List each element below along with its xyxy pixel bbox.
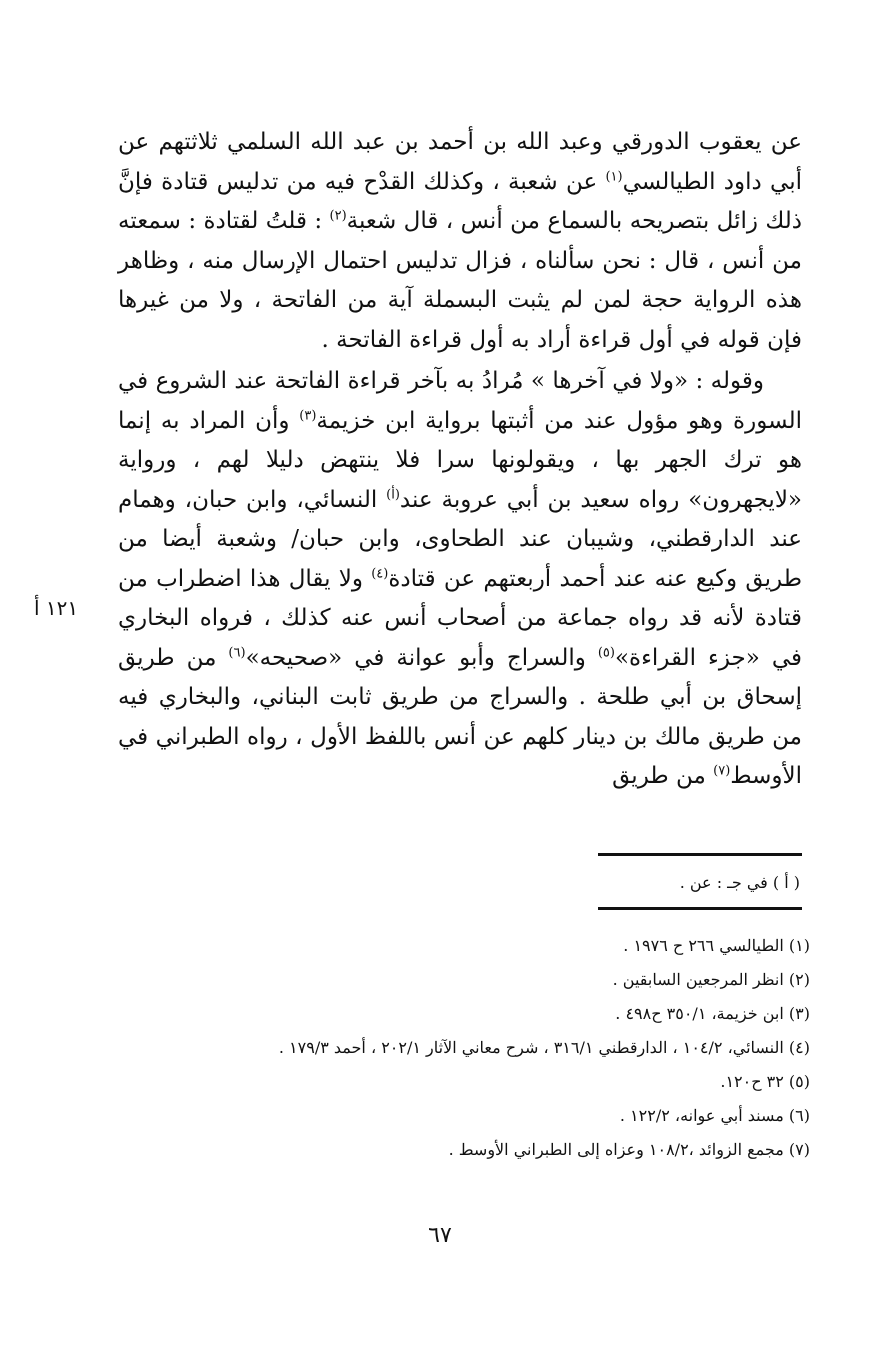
text-run: من طريق — [612, 763, 714, 789]
footnote-divider — [598, 853, 802, 856]
footnote-ref-6: (٦) — [228, 644, 246, 660]
footnote-ref-a: (أ) — [386, 486, 400, 502]
text-run: وأن المراد به إنما هو ترك الجهر بها ، ويقولونها سرا فلا ينتهض دليلا لهم ، ورواية «لايجهرون» رواه سعيد بن أبي عروبة عند — [118, 407, 803, 513]
footnote-ref-4: (٤) — [371, 565, 389, 581]
footnote-ref-3: (٣) — [299, 407, 317, 423]
main-text — [118, 123, 802, 797]
footnote-item: (٣) ابن خزيمة، ٣٥٠/١ ح٤٩٨ . — [615, 1004, 810, 1023]
text-run: والسراج وأبو عوانة في «صحيحه» — [245, 644, 598, 671]
footnote-divider — [598, 907, 802, 910]
footnote-item: (٦) مسند أبي عوانه، ١٢٢/٢ . — [619, 1106, 810, 1125]
footnote-item: (٧) مجمع الزوائد ،١٠٨/٢ وعزاه إلى الطبراني الأوسط . — [448, 1140, 810, 1159]
editorial-footnote: ( أ ) في جـ : عن . — [679, 873, 800, 892]
text-run: من طريق إسحاق بن أبي طلحة . والسراج من طريق ثابت البناني، والبخاري فيه من طريق مالك بن دينار كلهم عن أنس باللفظ الأول ، رواه الطبراني في الأوسط — [118, 644, 802, 789]
paragraph-2 — [118, 362, 802, 797]
footnote-ref-5: (٥) — [597, 644, 615, 660]
paragraph-1 — [118, 123, 802, 360]
footnote-item: (٥) ٣٢ ح١٢٠. — [720, 1072, 810, 1091]
text-run: ولا يقال هذا اضطراب من قتادة لأنه قد رواه جماعة من أصحاب أنس عنه كذلك ، فرواه البخاري في «جزء القراءة» — [118, 565, 802, 671]
footnote-item: (٤) النسائي، ١٠٤/٢ ، الدارقطني ٣١٦/١ ، شرح معاني الآثار ٢٠٢/١ ، أحمد ١٧٩/٣ . — [278, 1038, 810, 1057]
text-run: النسائي، وابن حبان، وهمام عند الدارقطني، وشيبان عند الطحاوى، وابن حبان/ وشعبة أيضا من طريق وكيع عنه عند أحمد أربعتهم عن قتادة — [118, 486, 803, 592]
footnote-ref-2: (٢) — [329, 208, 347, 224]
page-number: ٦٧ — [428, 1223, 452, 1248]
manuscript-folio-marker: ١٢١ أ — [34, 596, 79, 620]
text-run: عن شعبة ، وكذلك القدْح فيه من تدليس قتادة فإنَّ ذلك زائل بتصريحه بالسماع من أنس ، قال شعبة — [118, 168, 802, 234]
text-run: : قلتُ لقتادة : سمعته من أنس ، قال : نحن سألناه ، فزال تدليس احتمال الإرسال منه ، وظاهر هذه الرواية حجة لمن لم يثبت البسملة آية من الفاتحة ، ولا من غيرها فإن قوله في أول قراءة أراد به أول قراءة الفاتحة . — [118, 208, 802, 353]
footnotes-list — [150, 929, 810, 1167]
footnote-item: (١) الطيالسي ٢٦٦ ح ١٩٧٦ . — [623, 936, 810, 955]
footnote-ref-7: (٧) — [713, 763, 731, 779]
text-run: وقوله : «ولا في آخرها » مُرادُ به بآخر قراءة الفاتحة عند الشروع في السورة وهو مؤول عند من أثبتها برواية ابن خزيمة — [118, 368, 802, 434]
footnote-item: (٢) انظر المرجعين السابقين . — [612, 970, 810, 989]
text-run: عن يعقوب الدورقي وعبد الله بن أحمد بن عبد الله السلمي ثلاثتهم عن أبي داود الطيالسي — [118, 129, 802, 195]
footnote-ref-1: (١) — [605, 168, 623, 184]
